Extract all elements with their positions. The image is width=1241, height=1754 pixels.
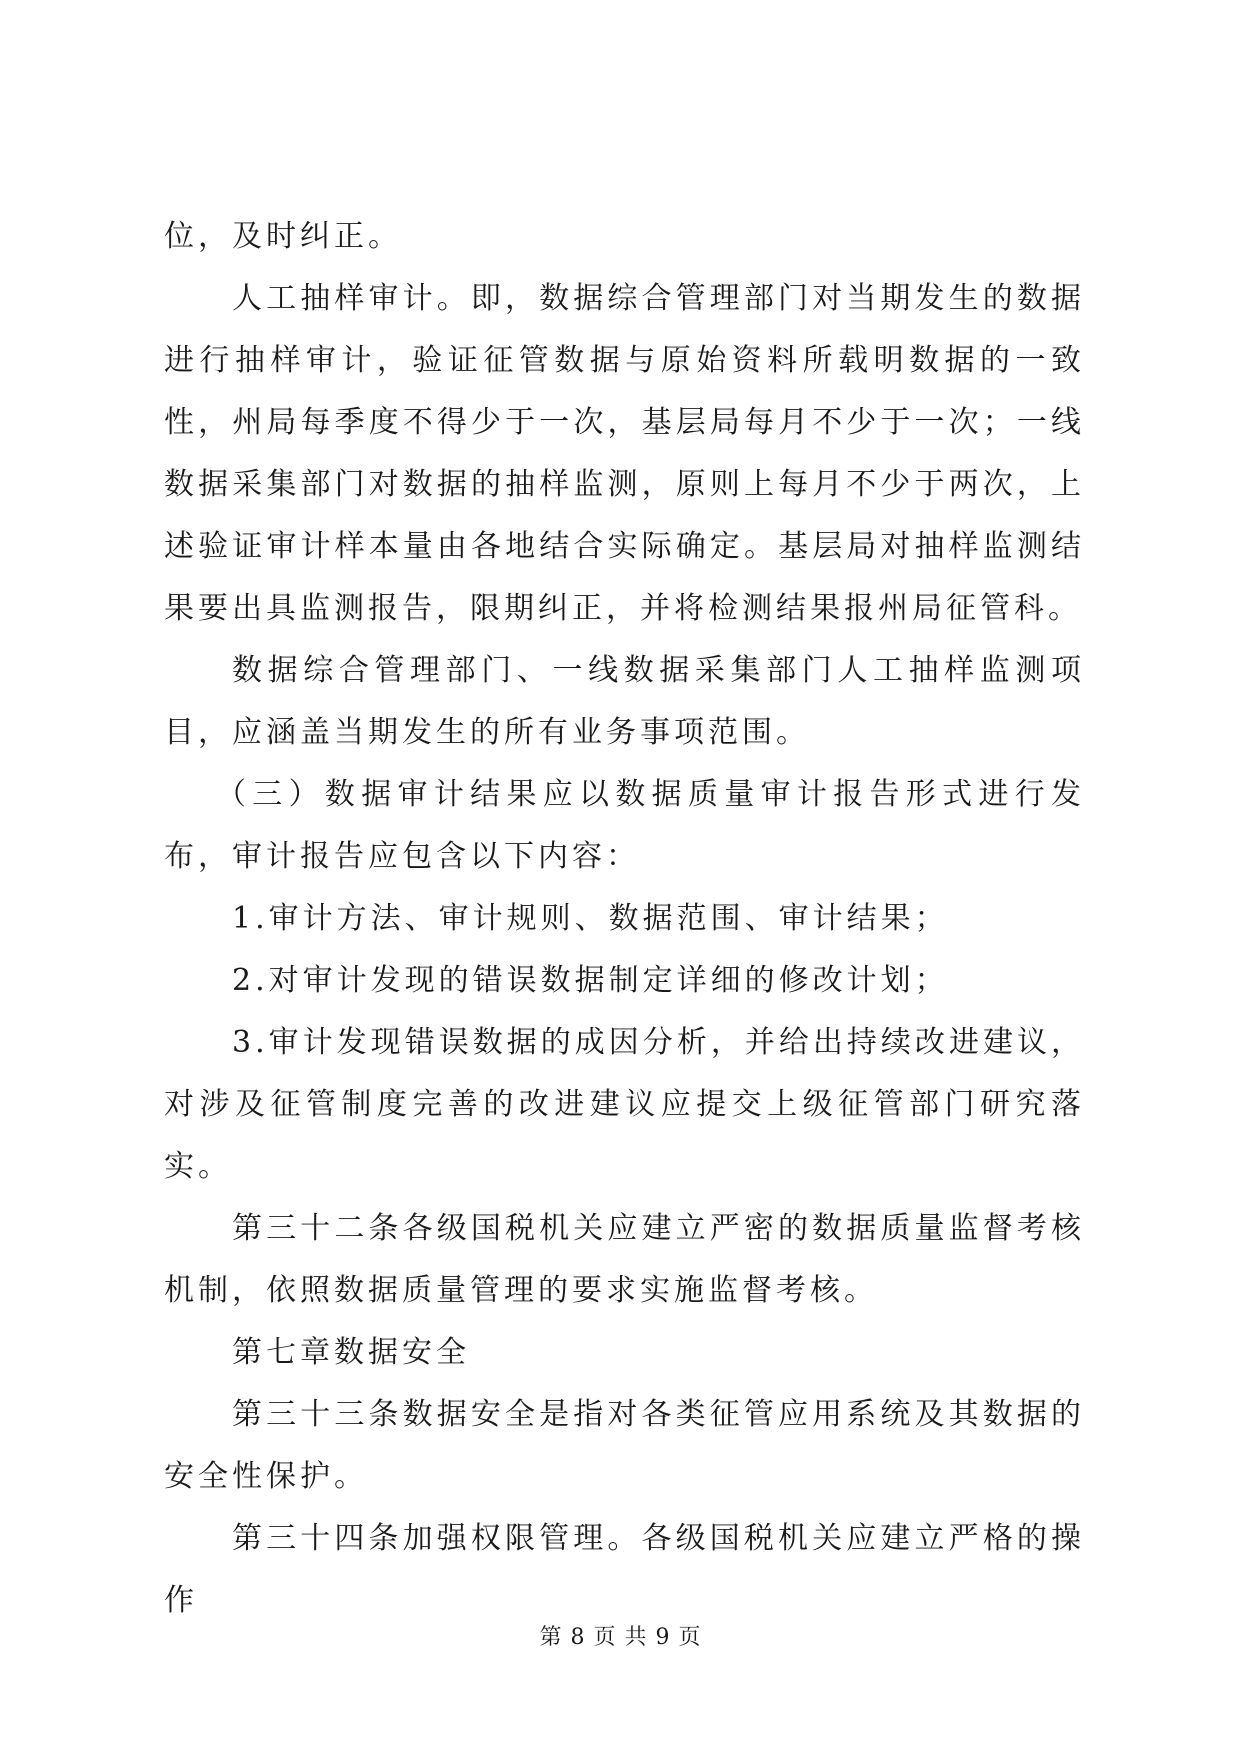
paragraph-article-32: 第三十二条各级国税机关应建立严密的数据质量监督考核机制，依照数据质量管理的要求实施监督考核。 [164, 1211, 1085, 1308]
list-item-2: 2.对审计发现的错误数据制定详细的修改计划； [232, 963, 949, 998]
list-item-3: 3.审计发现错误数据的成因分析，并给出持续改进建议，对涉及征管制度完善的改进建议应提交上级征管部门研究落实。 [164, 1025, 1085, 1184]
paragraph-manual-sampling-audit: 人工抽样审计。即，数据综合管理部门对当期发生的数据进行抽样审计，验证征管数据与原始资料所载明数据的一致性，州局每季度不得少于一次，基层局每月不少于一次；一线数据采集部门对数据的抽样监测，原则上每月不少于两次，上述验证审计样本量由各地结合实际确定。基层局对抽样监测结果要出具监测报告，限期纠正，并将检测结果报州局征管科。 [164, 281, 1085, 626]
list-item-1: 1.审计方法、审计规则、数据范围、审计结果； [232, 901, 949, 936]
chapter-heading: 第七章数据安全 [232, 1335, 470, 1370]
paragraph-article-33: 第三十三条数据安全是指对各类征管应用系统及其数据的安全性保护。 [164, 1397, 1085, 1494]
page-number-footer: 第 8 页 共 9 页 [539, 1625, 702, 1650]
paragraph-article-34: 第三十四条加强权限管理。各级国税机关应建立严格的操作 [164, 1521, 1085, 1618]
document-body [164, 206, 1085, 1632]
paragraph-audit-report: （三）数据审计结果应以数据质量审计报告形式进行发布，审计报告应包含以下内容： [164, 777, 1085, 874]
paragraph-sampling-scope: 数据综合管理部门、一线数据采集部门人工抽样监测项目，应涵盖当期发生的所有业务事项范围。 [164, 653, 1085, 750]
paragraph-continuation: 位，及时纠正。 [164, 219, 402, 254]
